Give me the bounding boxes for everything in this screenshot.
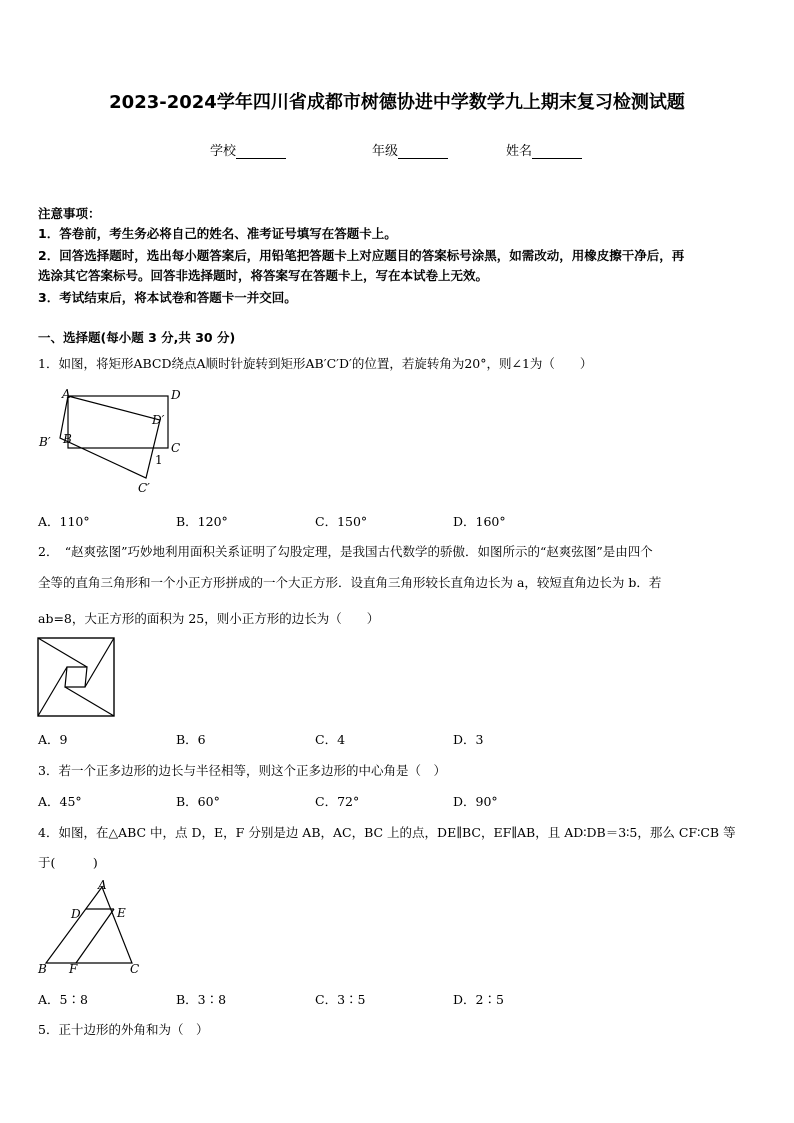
label-c: C — [130, 962, 140, 976]
q4-option-d[interactable]: D．2∶5 — [453, 992, 504, 1007]
question-1-stem: 1．如图，将矩形ABCD绕点A顺时针旋转到矩形AB′C′D′的位置，若旋转角为20°，则∠1为（ ） — [38, 356, 593, 371]
q3-option-a[interactable]: A．45° — [38, 794, 82, 809]
label-c-prime: C′ — [138, 481, 150, 495]
notice-item: 选涂其它答案标号。回答非选择题时，将答案写在答题卡上，写在本试卷上无效。 — [38, 268, 489, 283]
rotated-rectangle-figure — [36, 384, 196, 496]
label-b-prime: B′ — [39, 435, 51, 449]
section-heading: 一、选择题(每小题 3 分,共 30 分) — [38, 330, 236, 345]
label-c: C — [171, 441, 181, 455]
school-label: 学校 — [210, 144, 237, 159]
question-2-stem-line: 2． “赵爽弦图”巧妙地利用面积关系证明了勾股定理，是我国古代数学的骄傲．如图所示的“赵爽弦图”是由四个 — [38, 544, 653, 559]
q1-option-a[interactable]: A．110° — [38, 514, 90, 529]
notice-heading: 注意事项： — [38, 206, 101, 221]
question-4-stem-line: 4．如图，在△ABC 中，点 D，E，F 分别是边 AB，AC，BC 上的点，DE∥BC，EF∥AB，且 AD∶DB＝3∶5，那么 CF∶CB 等 — [38, 825, 736, 840]
zhao-shuang-diagram — [37, 637, 117, 719]
question-2-stem-line: ab=8，大正方形的面积为 25，则小正方形的边长为（ ） — [38, 611, 380, 626]
q2-option-b[interactable]: B．6 — [176, 732, 206, 747]
grade-field[interactable] — [372, 140, 448, 159]
school-field[interactable] — [210, 140, 286, 159]
q4-option-b[interactable]: B．3∶8 — [176, 992, 227, 1007]
school-blank[interactable] — [236, 144, 286, 159]
label-a: A — [62, 387, 71, 401]
page-title: 2023-2024学年四川省成都市树德协进中学数学九上期末复习检测试题 — [109, 92, 685, 113]
grade-label: 年级 — [372, 144, 399, 159]
notice-item: 2．回答选择题时，选出每小题答案后，用铅笔把答题卡上对应题目的答案标号涂黑，如需改动，用橡皮擦干净后，再 — [38, 248, 685, 263]
notice-item: 1．答卷前，考生务必将自己的姓名、准考证号填写在答题卡上。 — [38, 226, 397, 241]
big-square — [38, 638, 114, 716]
q4-option-a[interactable]: A．5∶8 — [38, 992, 88, 1007]
name-field[interactable] — [506, 140, 582, 159]
q2-option-c[interactable]: C．4 — [315, 732, 346, 747]
rectangle-ab-c-d — [60, 396, 160, 478]
label-b: B — [38, 962, 47, 976]
q3-option-d[interactable]: D．90° — [453, 794, 498, 809]
segment-ef — [76, 909, 114, 963]
question-3-stem: 3．若一个正多边形的边长与半径相等，则这个正多边形的中心角是（ ） — [38, 763, 446, 778]
q3-option-c[interactable]: C．72° — [315, 794, 360, 809]
label-f: F — [69, 962, 78, 976]
q3-option-b[interactable]: B．60° — [176, 794, 220, 809]
label-e: E — [117, 906, 126, 920]
label-b: B — [63, 432, 72, 446]
name-label: 姓名 — [506, 144, 533, 159]
notice-item: 3．考试结束后，将本试卷和答题卡一并交回。 — [38, 290, 297, 305]
question-5-stem: 5．正十边形的外角和为（ ） — [38, 1022, 209, 1037]
q2-option-a[interactable]: A．9 — [38, 732, 68, 747]
triangle-abc — [46, 887, 132, 963]
q1-option-b[interactable]: B．120° — [176, 514, 228, 529]
q2-option-d[interactable]: D．3 — [453, 732, 484, 747]
name-blank[interactable] — [532, 144, 582, 159]
label-d-prime: D′ — [152, 413, 165, 427]
small-square — [65, 667, 87, 687]
q1-option-d[interactable]: D．160° — [453, 514, 506, 529]
grade-blank[interactable] — [398, 144, 448, 159]
label-d: D — [71, 907, 81, 921]
q4-option-c[interactable]: C．3∶5 — [315, 992, 366, 1007]
question-2-stem-line: 全等的直角三角形和一个小正方形拼成的一个大正方形．设直角三角形较长直角边长为 a，较短直角边长为 b．若 — [38, 575, 662, 590]
label-angle-1: 1 — [155, 453, 163, 467]
question-4-stem-line: 于( ) — [38, 855, 98, 870]
label-d: D — [171, 388, 181, 402]
q1-option-c[interactable]: C．150° — [315, 514, 368, 529]
label-a: A — [98, 878, 107, 892]
triangle-abc-figure — [36, 877, 146, 977]
